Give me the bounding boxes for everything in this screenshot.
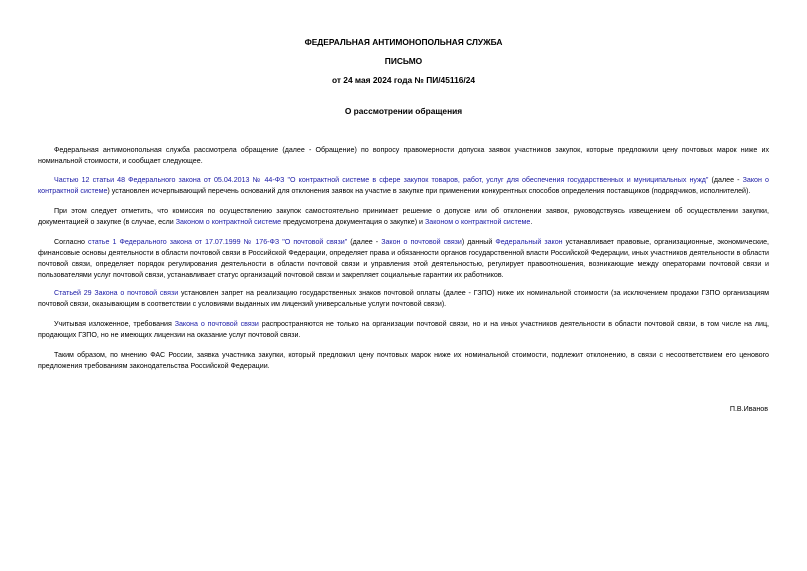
- paragraph-6: [38, 319, 769, 341]
- paragraph-3-text: При этом следует отметить, что комиссия по осуществлению закупок самостоятельно принимает решение о допуске или об отклонении заявок, руководствуясь извещением об осуществлении закупки, документацией о закупке (в случае, если: [38, 207, 769, 226]
- paragraph-3-text: предусмотрена документация о закупке) и: [281, 218, 425, 226]
- paragraph-5: [38, 288, 769, 310]
- link-contract-system-law[interactable]: Законом о контрактной системе: [424, 218, 531, 226]
- paragraph-3: [38, 206, 769, 228]
- link-postal-law[interactable]: Закон о почтовой связи: [381, 238, 462, 246]
- document-type: ПИСЬМО: [384, 56, 423, 66]
- paragraph-7: Таким образом, по мнению ФАС России, заявка участника закупки, который предложил цену почтовых марок ниже их номинальной стоимости, подлежит отклонению, в связи с несоответствием его ценового предложения требованиям законодательства Российской Федерации.: [38, 351, 769, 370]
- paragraph-4-text: ) данный: [461, 238, 496, 246]
- link-federal-law[interactable]: Федеральный закон: [495, 238, 563, 246]
- paragraph-3-text: .: [530, 218, 533, 226]
- paragraph-4-text: Согласно: [54, 238, 89, 246]
- link-44fz-part12-art48[interactable]: Частью 12 статьи 48 Федерального закона от 05.04.2013 № 44-ФЗ "О контрактной системе в сфере закупок товаров, работ, услуг для обеспечения государственных и муниципальных нужд": [54, 176, 709, 184]
- paragraph-2-text: ) установлен исчерпывающий перечень оснований для отклонения заявок на участие в закупке при применении конкурентных способов определения поставщиков (подрядчиков, исполнителей).: [107, 187, 751, 195]
- document-date-number: от 24 мая 2024 года № ПИ/45116/24: [331, 75, 476, 85]
- link-contract-system-law[interactable]: Закон о контрактной системе: [38, 176, 769, 195]
- link-176fz-art1[interactable]: статье 1 Федерального закона от 17.07.1999 № 176-ФЗ "О почтовой связи": [88, 238, 348, 246]
- paragraph-4-text: устанавливает правовые, организационные, экономические, финансовые основы деятельности в области почтовой связи в Российской Федерации, определяет права и обязанности органов государственной власти Российской Федерации, иных участников деятельности в области почтовой связи, определяет порядок регулирования деятельности в области почтовой связи и управления этой деятельностью, регулирует правоотношения, возникающие между операторами почтовой связи и пользователями услуг почтовой связи, устанавливает статус организаций почтовой связи и закрепляет социальные гарантии их работников.: [38, 238, 769, 279]
- paragraph-4: [38, 237, 769, 281]
- link-postal-law[interactable]: Закона о почтовой связи: [174, 320, 259, 328]
- paragraph-5-text: установлен запрет на реализацию государственных знаков почтовой оплаты (далее - ГЗПО) ниже их номинальной стоимости (за исключением продажи ГЗПО организациям почтовой связи, оказывающим в соответствии с условиями выданных им лицензий универсальные услуги почтовой связи).: [38, 289, 769, 308]
- paragraph-2: [38, 175, 769, 197]
- paragraph-2-text: (далее -: [708, 176, 743, 184]
- agency-title: ФЕДЕРАЛЬНАЯ АНТИМОНОПОЛЬНАЯ СЛУЖБА: [304, 37, 503, 47]
- paragraph-4-text: (далее -: [347, 238, 382, 246]
- paragraph-6-text: распространяются не только на организации почтовой связи, но и на иных участников деятельности в области почтовой связи, в том числе на лиц, продающих ГЗПО, но не имеющих лицензии на оказание услуг почтовой связи.: [38, 320, 769, 339]
- paragraph-1: Федеральная антимонопольная служба рассмотрела обращение (далее - Обращение) по вопросу правомерности допуска заявок участников закупок, которые предложили цену почтовых марок ниже их номинальной стоимости, и сообщает следующее.: [38, 146, 769, 165]
- signature: П.В.Иванов: [729, 405, 768, 413]
- paragraph-6-text: Учитывая изложенное, требования: [54, 320, 175, 328]
- link-contract-system-law[interactable]: Законом о контрактной системе: [175, 218, 282, 226]
- link-postal-law-art29[interactable]: Статьей 29 Закона о почтовой связи: [54, 289, 179, 297]
- document-subject: О рассмотрении обращения: [344, 106, 463, 116]
